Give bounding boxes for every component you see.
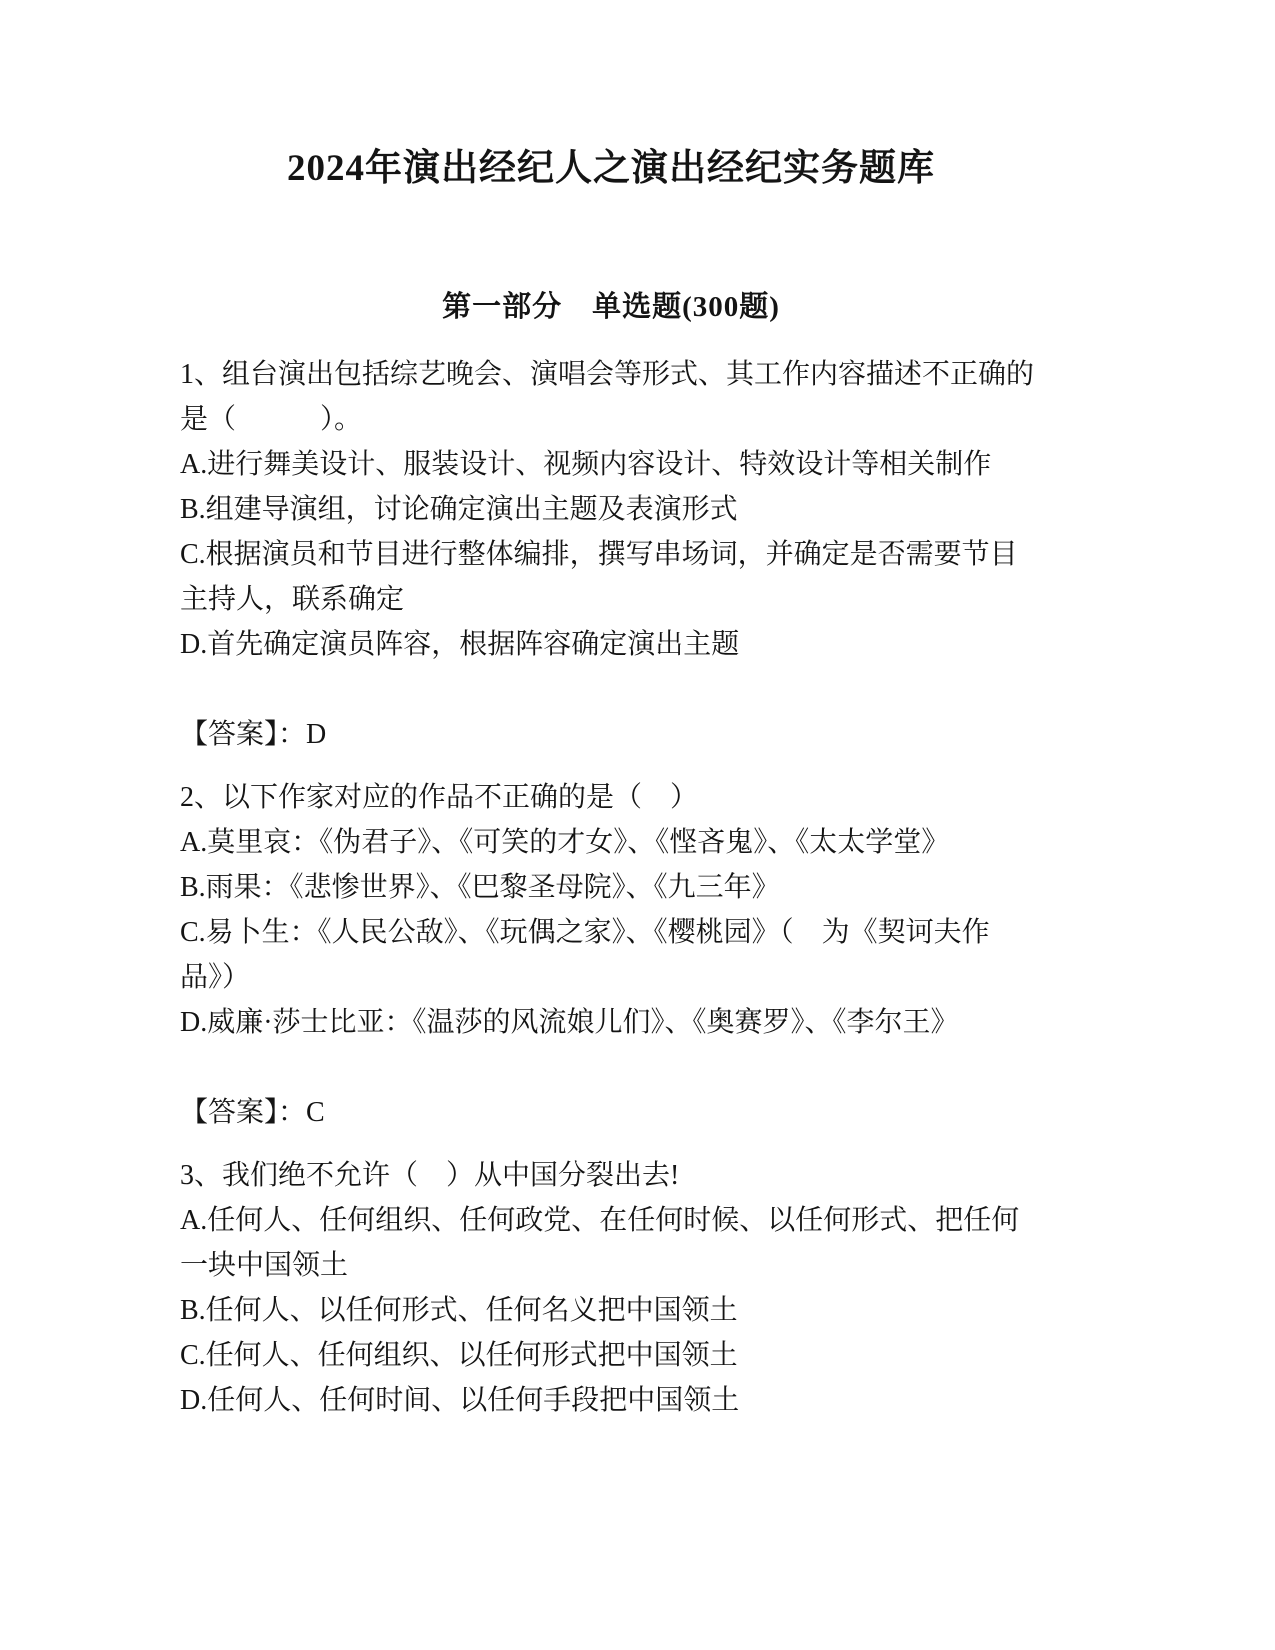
question-3-option-b: B.任何人、以任何形式、任何名义把中国领土 [180,1295,738,1326]
question-3-option-d: D.任何人、任何时间、以任何手段把中国领土 [180,1385,740,1416]
question-2-answer: 【答案】：C [180,1097,325,1128]
question-1-answer: 【答案】：D [180,719,327,750]
question-3-stem: 3、我们绝不允许（ ）从中国分裂出去! [180,1160,680,1191]
question-block-2 [180,775,1042,1135]
question-1-option-d: D.首先确定演员阵容，根据阵容确定演出主题 [180,629,740,660]
section-heading: 第一部分 单选题(300题) [442,291,780,323]
question-1-option-a: A.进行舞美设计、服装设计、视频内容设计、特效设计等相关制作 [180,449,992,480]
document-title: 2024年演出经纪人之演出经纪实务题库 [287,148,935,189]
question-1-option-c: C.根据演员和节目进行整体编排，撰写串场词，并确定是否需要节目主持人，联系确定 [180,539,1018,615]
question-2-option-a: A.莫里哀：《伪君子》、《可笑的才女》、《悭吝鬼》、《太太学堂》 [180,827,950,858]
question-block-3 [180,1153,1042,1423]
question-2-option-b: B.雨果：《悲惨世界》、《巴黎圣母院》、《九三年》 [180,872,780,903]
question-2-stem: 2、以下作家对应的作品不正确的是（ ） [180,782,699,813]
question-1-stem: 1、组台演出包括综艺晚会、演唱会等形式、其工作内容描述不正确的是（ ）。 [180,359,1035,435]
question-1-option-b: B.组建导演组，讨论确定演出主题及表演形式 [180,494,738,525]
question-block-1 [180,352,1042,757]
question-3-option-c: C.任何人、任何组织、以任何形式把中国领土 [180,1340,738,1371]
question-3-option-a: A.任何人、任何组织、任何政党、在任何时候、以任何形式、把任何一块中国领土 [180,1205,1020,1281]
question-2-option-d: D.威廉·莎士比亚：《温莎的风流娘儿们》、《奥赛罗》、《李尔王》 [180,1007,959,1038]
question-2-option-c: C.易卜生：《人民公敌》、《玩偶之家》、《樱桃园》（ 为《契诃夫作品》） [180,917,990,993]
